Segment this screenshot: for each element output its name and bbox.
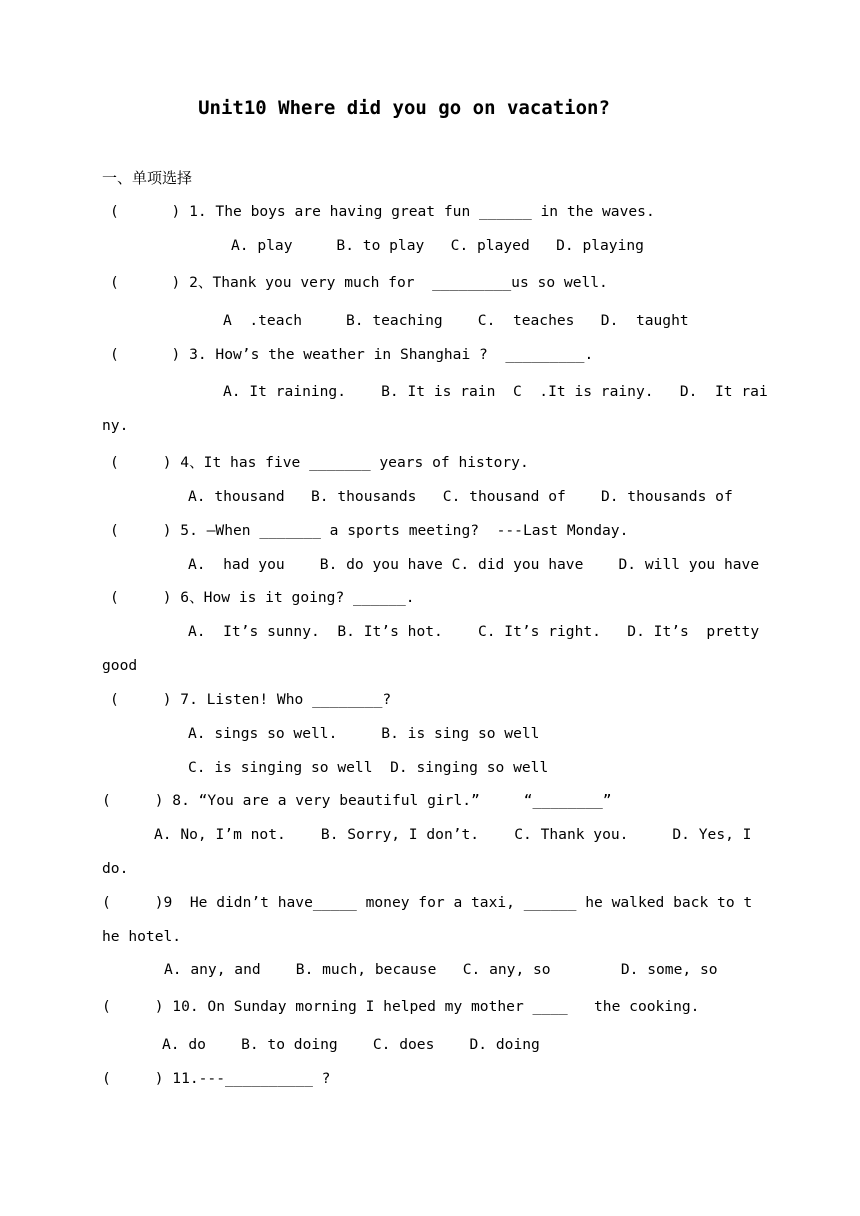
question-9: ( )9 He didn’t have_____ money for a taxi, ______ he walked back to t: [102, 894, 753, 911]
question-9-options: A. any, and B. much, because C. any, so D. some, so: [164, 961, 718, 978]
question-3: ( ) 3. How’s the weather in Shanghai ? _________.: [110, 346, 594, 363]
question-7: ( ) 7. Listen! Who ________?: [110, 691, 392, 708]
section-heading: 一、单项选择: [102, 169, 193, 187]
page-title: Unit10 Where did you go on vacation?: [198, 97, 610, 119]
question-4-options: A. thousand B. thousands C. thousand of D. thousands of: [188, 488, 733, 505]
question-4: ( ) 4、It has five _______ years of history.: [110, 454, 529, 471]
question-7-options-2: C. is singing so well D. singing so well: [188, 759, 549, 776]
question-5-options: A. had you B. do you have C. did you have D. will you have: [188, 556, 760, 573]
question-8-options: A. No, I’m not. B. Sorry, I don’t. C. Thank you. D. Yes, I: [154, 826, 752, 843]
question-10: ( ) 10. On Sunday morning I helped my mother ____ the cooking.: [102, 998, 700, 1015]
question-5: ( ) 5. —When _______ a sports meeting? ---Last Monday.: [110, 522, 629, 539]
question-2: ( ) 2、Thank you very much for _________us so well.: [110, 274, 608, 291]
question-6-options-wrap: good: [102, 657, 138, 674]
question-9-wrap: he hotel.: [102, 928, 182, 945]
question-7-options-1: A. sings so well. B. is sing so well: [188, 725, 540, 742]
question-2-options: A .teach B. teaching C. teaches D. taught: [223, 312, 689, 329]
question-1: ( ) 1. The boys are having great fun ______ in the waves.: [110, 203, 655, 220]
question-6-options: A. It’s sunny. B. It’s hot. C. It’s right. D. It’s pretty: [188, 623, 760, 640]
question-10-options: A. do B. to doing C. does D. doing: [162, 1036, 540, 1053]
question-11: ( ) 11.---__________ ?: [102, 1070, 331, 1087]
question-3-options: A. It raining. B. It is rain C .It is rainy. D. It rai: [223, 383, 768, 400]
question-1-options: A. play B. to play C. played D. playing: [231, 237, 644, 254]
question-6: ( ) 6、How is it going? ______.: [110, 589, 415, 606]
question-8: ( ) 8. “You are a very beautiful girl.” “________”: [102, 792, 612, 809]
question-8-options-wrap: do.: [102, 860, 129, 877]
question-3-options-wrap: ny.: [102, 417, 129, 434]
